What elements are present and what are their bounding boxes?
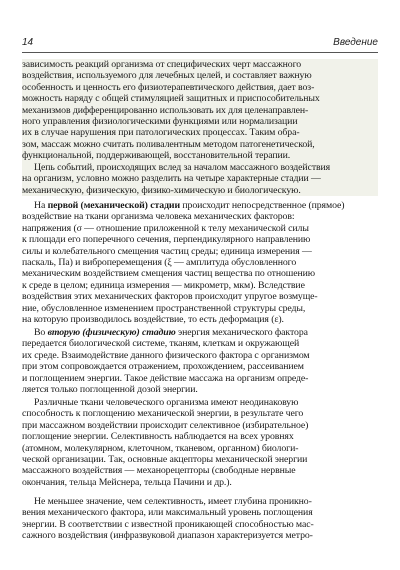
text-line: передается биологической системе, тканям, клеткам и окружающей [22, 338, 300, 350]
text-line: ческой организации. Так, основные акцепторы механической энергии [22, 453, 308, 465]
section-title: Введение [333, 37, 378, 48]
text-line: функциональной, поддерживающей, восстановительной терапии. [22, 150, 291, 162]
text-line: ляется только поглощенной дозой энергии. [22, 383, 198, 395]
text-run: На [34, 200, 48, 211]
text-run: происходит непосредственное (прямое) [180, 200, 345, 211]
paragraph-1 [22, 59, 378, 162]
text-line: воздействие на ткани организма человека механических факторов: [22, 211, 295, 223]
text-line: окончания, тельца Мейснера, тельца Пачини и др.). [22, 476, 232, 488]
text-line: поглощение энергии. Селективность наблюдается на всех уровнях [22, 431, 294, 443]
page-number: 14 [22, 37, 34, 48]
stage-term: вторую (физическую) стадию [47, 327, 176, 338]
text-line: механическим воздействием смещения частиц вещества по отношению [22, 268, 315, 280]
text-line: при этом сопровождается отражением, прохождением, рассеиванием [22, 361, 304, 373]
text-line: воздействия, используемого для лечебных целей, и составляет важную [22, 70, 312, 82]
text-line: их среде. Взаимодействие данного физического фактора с организмом [22, 349, 310, 361]
text-line: (атомном, молекулярном, клеточном, тканевом, органном) биологи- [22, 442, 299, 454]
text-line: воздействия этих механических факторов происходит упругое возмуще- [22, 291, 318, 303]
text-line: и поглощением энергии. Такое действие массажа на организм опреде- [22, 372, 309, 384]
text-line: механическую, физическую, физико-химическую и биологическую. [22, 184, 301, 196]
paragraph-2 [22, 162, 378, 196]
text-line: на организм, условно можно разделить на четыре характерные стадии — [22, 173, 321, 185]
text-line: силы и колебательного смещения частиц среды; единица измерения — [22, 245, 312, 257]
text-line: к площади его поперечного сечения, перпендикулярного направлению [22, 234, 311, 246]
text-line [22, 327, 378, 338]
text-line: на которую производилось воздействие, то есть деформация (ε). [22, 313, 284, 325]
text-line: ние, обусловленное изменением пространственной структуры среды, [22, 302, 306, 314]
text-line: Не меньшее значение, чем селективность, имеет глубина проникно- [34, 496, 312, 507]
text-line: к среде в целом; единица измерения — микрометр, мкм). Вследствие [22, 279, 305, 291]
text-line: механизмов дифференцированно использовать их для целенаправлен- [22, 104, 309, 116]
text-line: можность наряду с общей стимуляцией защитных и приспособительных [22, 93, 320, 105]
text-line: сажного воздействия (инфразвуковой диапазон характеризуется метро- [22, 530, 313, 542]
text-line: Различные ткани человеческого организма имеют неодинаковую [34, 397, 299, 408]
text-run: энергия механического фактора [175, 327, 308, 338]
text-line: напряжения (σ — отношение приложенной к телу механической силы [22, 222, 309, 234]
text-line: паскаль, Па) и виброперемещения (ξ — амплитуда обусловленного [22, 256, 297, 268]
paragraph-4 [22, 327, 378, 395]
text-line: при массажном воздействии происходит селективное (избирательное) [22, 419, 309, 431]
text-line: Цепь событий, происходящих вслед за началом массажного воздействия [34, 162, 331, 173]
text-line: их в случае нарушения при патологических процессах. Таким обра- [22, 127, 300, 139]
text-line: ного управления физиологическими функциями или нормализации [22, 115, 298, 127]
text-line: массажного воздействия — механорецепторы (свободные нервные [22, 465, 296, 477]
running-header [22, 36, 378, 53]
paragraph-5 [22, 397, 378, 488]
text-line: способность к поглощению механической энергии, в результате чего [22, 408, 304, 420]
text-line: зависимость реакций организма от специфических черт массажного [22, 59, 302, 70]
text-line: вения механического фактора, или максимальный уровень поглощения [22, 507, 313, 519]
paragraph-6 [22, 496, 378, 542]
text-line: особенность и ценность его физиотерапевтического действия, дает воз- [22, 81, 315, 93]
text-run: Во [34, 327, 48, 338]
paragraph-3 [22, 200, 378, 325]
text-line: энергии. В соответствии с известной проникающей способностью мас- [22, 518, 314, 530]
text-line [22, 200, 378, 211]
stage-term: первой (механической) стадии [47, 200, 181, 211]
text-line: зом, массаж можно считать поливалентным методом патогенетической, [22, 138, 315, 150]
